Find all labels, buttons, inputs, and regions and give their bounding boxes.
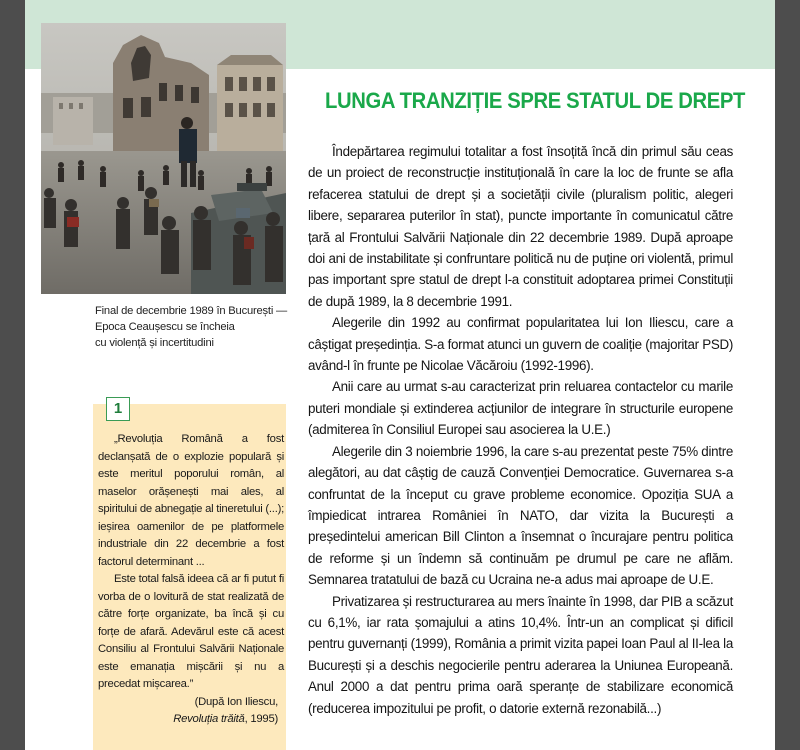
caption-line: Final de decembrie 1989 în București — — [95, 305, 288, 317]
quote-paragraph: „Revoluția Română a fost declanșată de o explozie populară și este meritul poporului român, al maselor orășenești mai ales, al spiritului de abnegație al tineretului (...); ieșirea oamenilor de pe platformele industriale din 22 decembrie a fost factorul determinant ... — [98, 433, 284, 568]
revolution-photo — [41, 23, 286, 294]
article-paragraph: Privatizarea și restructurarea au mers înainte în 1998, dar PIB a scăzut cu 6,1%, iar rata șomajului a atins 10,4%. Într-un an complicat și dificil pentru guvernanți (1999), România a primit vizita papei Ioan Paul al II-lea la București și a deschis negocierile pentru aderarea la Uniunea Europeană. Anul 2000 a dat pentru prima oară speranțe de stabilizare economică (reducerea impozitului pe profit, o datorie externă rezonabilă...) — [308, 593, 733, 716]
article-paragraph: Îndepărtarea regimului totalitar a fost însoțită încă din primul său ceas de un proiect de reconstrucție instituțională în care la loc de frunte se afla refacerea statului de drept și a societății civile (pluralism politic, alegeri libere, separarea puterilor în stat), puncte importante în comunicatul către țară al Frontului Salvării Naționale din 22 decembrie 1989. După aproape doi ani de instabilitate și confruntare politică nu de puține ori violentă, primul pas important spre statul de drept l-a constituit adoptarea primei Constituții de după 1989, la 8 decembrie 1991. — [308, 144, 733, 309]
source-number: 1 — [106, 397, 130, 421]
quote-paragraph: Este total falsă ideea că ar fi putut fi vorba de o lovitură de stat realizată de către forțe organizate, ba încă și cu forțe de afară. Adevărul este că acest Consiliu al Frontului Salvării Naționale este emanația mișcării și nu a precedat mișcarea.” — [98, 573, 284, 690]
attribution-book: Revoluția trăită — [173, 713, 245, 725]
article-paragraph: Anii care au urmat s-au caracterizat prin reluarea contactelor cu marile puteri mondiale și extinderea acțiunilor de integrare în structurile europene (admiterea în Consiliul Europei sau asocierea la U.E.) — [308, 379, 733, 438]
quote-attribution — [98, 694, 278, 729]
caption-line: cu violență și incertitudini — [95, 337, 214, 349]
source-quote — [98, 431, 284, 729]
attribution-year: , 1995) — [244, 713, 278, 725]
photo-caption — [95, 303, 295, 351]
attribution-author: (După Ion Iliescu, — [194, 695, 278, 708]
article-title: LUNGA TRANZIȚIE SPRE STATUL DE DREPT — [325, 88, 746, 113]
textbook-page — [25, 0, 775, 750]
article-paragraph: Alegerile din 3 noiembrie 1996, la care s-au prezentat peste 75% dintre alegători, au dat câștig de cauză Convenției Democratice. Guvernarea s-a confruntat de la început cu grave probleme economice. Opoziția SUA a împiedicat intrarea României în NATO, dar vizita la București a președintelui american Bill Clinton a însemnat o încurajare pentru politica de reforme și un îndemn să continuăm pe drumul pe care ne aflăm. Semnarea tratatului de bază cu Ucraina ne-a adus mai aproape de U.E. — [308, 443, 733, 588]
article-body — [308, 141, 733, 719]
article-paragraph: Alegerile din 1992 au confirmat popularitatea lui Ion Iliescu, care a câștigat președinția. S-a format atunci un guvern de coaliție (majoritar PSD) având-l în frunte pe Nicolae Văcăroiu (1992-1996). — [308, 315, 733, 374]
caption-line: Epoca Ceaușescu se încheia — [95, 321, 235, 333]
